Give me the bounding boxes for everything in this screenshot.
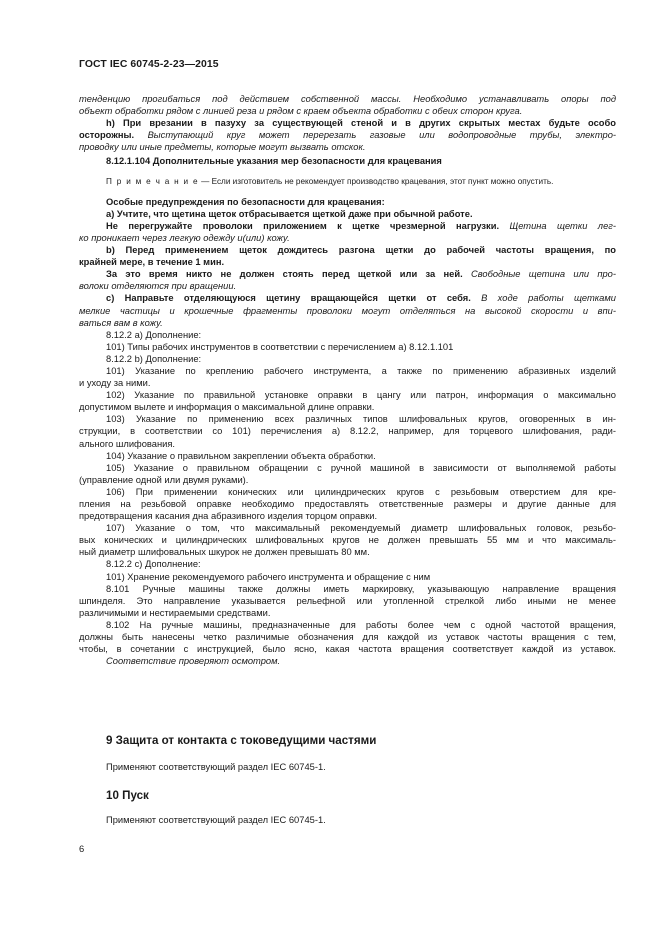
text-line <box>79 292 616 304</box>
text-line: ный диаметр шлифовальных шкурок не должен превышать 80 мм. <box>79 547 370 558</box>
note-label: П р и м е ч а н и е <box>106 176 199 186</box>
text-line: струкции, в соответствии со 101) перечисления a) 8.12.2, например, для торцевого шлифования, ради- <box>79 426 616 437</box>
text-line: чтобы, в сочетании с инструкцией, было ясно, какая частота вращения соответствует каждой из уставок. <box>79 644 616 655</box>
text-line: волоки отделяются при вращении. <box>79 281 237 292</box>
text-line: шпинделя. Это направление указывается рельефной или утопленной стрелкой либо иными не менее <box>79 595 616 606</box>
text-line <box>79 268 616 280</box>
text-span: За это время никто не должен стоять перед щеткой или за ней. <box>106 269 463 280</box>
text-line: h) При врезании в пазуху за существующей стеной и в других скрытых местах будьте особо <box>106 118 616 129</box>
text-span: Не перегружайте проволоки приложением к щетке чрезмерной нагрузки. <box>106 220 500 231</box>
text-span: В ходе работы щетками <box>470 293 616 304</box>
text-line <box>79 129 616 141</box>
section-text: Применяют соответствующий раздел IEC 60745-1. <box>106 815 326 825</box>
text-line: объект обработки рядом с линией реза и рядом с краем объекта обработки с обеих сторон круга. <box>79 106 523 117</box>
text-line: 8.101 Ручные машины также должны иметь маркировку, указывающую направление вращения <box>106 583 616 594</box>
text-line: ко проникает через легкую одежду и(или) кожу. <box>79 232 290 243</box>
text-line: 101) Хранение рекомендуемого рабочего инструмента и обращение с ним <box>106 571 431 582</box>
text-line <box>79 220 616 232</box>
text-line: 8.12.2 b) Дополнение: <box>106 353 202 364</box>
note-text: — Если изготовитель не рекомендует производство крацевания, этот пункт можно опустить. <box>198 176 554 186</box>
text-line: и уходу за ними. <box>79 378 151 389</box>
text-span: c) Направьте отделяющуюся щетину вращающейся щетки от себя. <box>106 293 471 304</box>
text-line: a) Учтите, что щетина щеток отбрасывается щеткой даже при обычной работе. <box>106 208 473 219</box>
text-span: Щетина щетки лег- <box>499 220 616 231</box>
text-line: 101) Типы рабочих инструментов в соответствии с перечислением a) 8.12.1.101 <box>106 341 454 352</box>
text-line: 105) Указание о правильном обращении с ручной машиной в зависимости от выполняемой работы <box>106 462 616 473</box>
text-line: 8.102 На ручные машины, предназначенные для работы более чем с одной частотой вращения, <box>106 619 616 630</box>
text-line: 8.12.2 c) Дополнение: <box>106 559 201 570</box>
subsection-title: 8.12.1.104 Дополнительные указания мер безопасности для крацевания <box>106 156 442 167</box>
section-heading: 9 Защита от контакта с токоведущими частями <box>106 734 377 747</box>
text-line: 107) Указание о том, что максимальный рекомендуемый диаметр шлифовальных головок, резьбо- <box>106 523 616 534</box>
text-line: Особые предупреждения по безопасности для крацевания: <box>106 196 385 207</box>
text-line: пления на резьбовой оправке необходимо предоставлять ответственные размеры и другие данные для <box>79 499 616 509</box>
text-line: должны быть нанесены четко различимые обозначения для каждой из уставок частоты вращения с тем, <box>79 632 616 643</box>
text-line: 103) Указание по применению всех различных типов шлифовальных кругов, оговоренных в ин- <box>106 414 616 425</box>
text-span: осторожны. <box>79 130 135 141</box>
text-line: вых конических и цилиндрических шлифовальных кругов не должен превышать 55 мм и что максималь- <box>79 535 616 546</box>
text-line: проводку или иные предметы, которые могут вызвать отскок. <box>79 142 366 153</box>
page-number: 6 <box>79 843 85 854</box>
text-line: тенденцию прогибаться под действием собственной массы. Необходимо устанавливать опоры под <box>79 94 616 104</box>
text-line: (управление одной или двумя руками). <box>79 474 249 485</box>
section-text: Применяют соответствующий раздел IEC 60745-1. <box>106 762 326 772</box>
text-line: крайней мере, в течение 1 мин. <box>79 257 225 268</box>
text-line: b) Перед применением щеток дождитесь разгона щетки до рабочей частоты вращения, по <box>106 245 616 256</box>
text-line: 106) При применении конических или цилиндрических кругов с резьбовым отверстием для кре- <box>106 486 616 497</box>
text-line: 104) Указание о правильном закреплении объекта обработки. <box>106 450 376 461</box>
text-line: 102) Указание по правильной установке оправки в цангу или патрон, информация о максимально <box>106 390 616 401</box>
text-line: Соответствие проверяют осмотром. <box>106 656 281 667</box>
text-line: предотвращения касания дна абразивного изделия торцом оправки. <box>79 511 378 522</box>
text-span: Выступающий круг может перерезать газовые или водопроводные трубы, электро- <box>134 130 616 141</box>
document-header: ГОСТ IEC 60745-2-23—2015 <box>79 59 219 70</box>
text-line: 101) Указание по креплению рабочего инструмента, а также по применению абразивных изделий <box>106 365 616 376</box>
text-line: 8.12.2 a) Дополнение: <box>106 329 202 340</box>
section-heading: 10 Пуск <box>106 789 149 802</box>
text-line: ваться вам в кожу. <box>79 317 163 328</box>
text-line: мелкие частицы и крошечные фрагменты проволоки могут отделяться на высокой скорости и впи- <box>79 305 616 316</box>
text-line: различимыми и нестираемыми средствами. <box>79 607 271 618</box>
note-line <box>79 176 616 188</box>
text-line: ального шлифования. <box>79 438 176 449</box>
text-span: Свободные щетина или про- <box>462 269 616 280</box>
text-line: допустимом вылете и информация о максимальной длине оправки. <box>79 402 375 413</box>
body-text <box>79 93 616 667</box>
